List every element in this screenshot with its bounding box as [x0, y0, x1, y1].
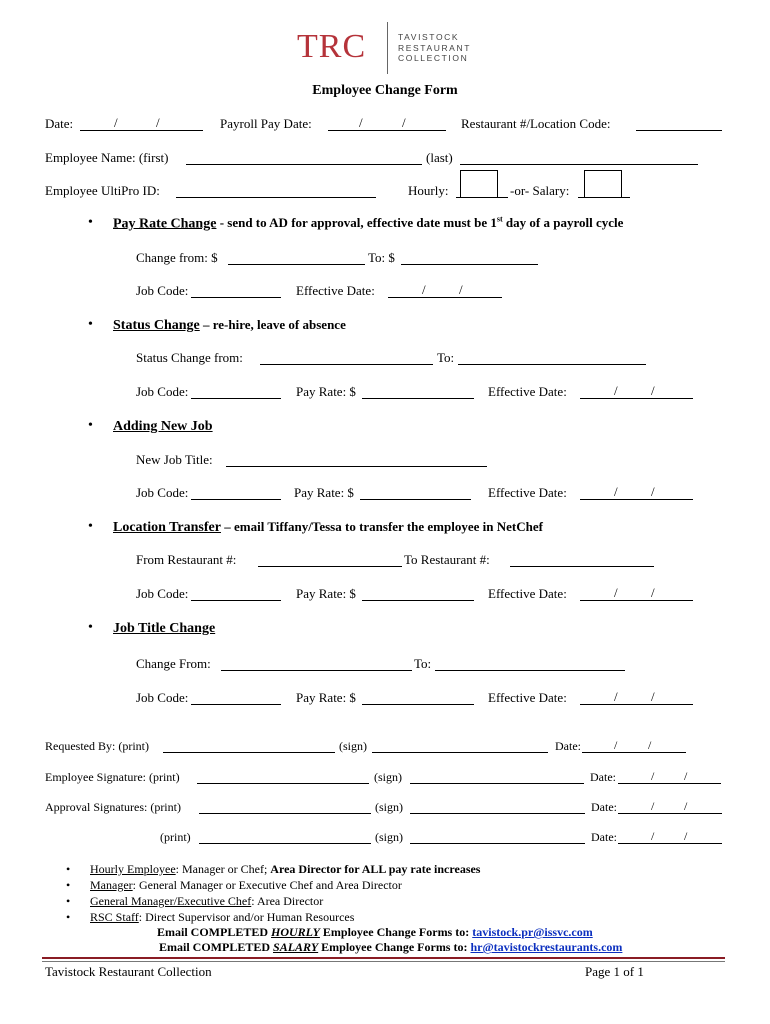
date-slash: /	[651, 484, 655, 499]
date-slash: /	[614, 383, 618, 398]
bullet-role: RSC Staff	[90, 910, 139, 924]
date-slash: /	[651, 829, 655, 843]
email-text: Employee Change Forms to:	[318, 940, 468, 954]
email-salary-link[interactable]: hr@tavistockrestaurants.com	[470, 940, 623, 954]
bullet-icon: •	[66, 878, 71, 892]
transfer-section	[113, 519, 543, 536]
job-code-field[interactable]	[191, 704, 281, 705]
sign-label: (sign)	[339, 739, 367, 753]
new-job-title-field[interactable]	[226, 466, 487, 467]
pay-rate-field[interactable]	[362, 398, 474, 399]
requested-print-field[interactable]	[163, 752, 335, 753]
pay-rate-note-pre: - send to AD for approval, effective date must be 1	[216, 215, 497, 231]
title-change-heading: Job Title Change	[113, 621, 216, 636]
date-slash: /	[402, 115, 406, 130]
approval-bullet-rsc	[90, 910, 354, 925]
pay-rate-label: Pay Rate: $	[296, 690, 356, 705]
date-slash: /	[114, 115, 118, 130]
date-slash: /	[614, 738, 618, 752]
requested-sign-field[interactable]	[372, 752, 548, 753]
pay-rate-heading: Pay Rate Change	[113, 216, 217, 232]
email-text: Email COMPLETED	[157, 925, 272, 939]
effective-date-label: Effective Date:	[488, 384, 567, 399]
from-restaurant-field[interactable]	[258, 566, 402, 567]
from-restaurant-label: From Restaurant #:	[136, 552, 237, 567]
change-from-field[interactable]	[228, 264, 365, 265]
date-slash: /	[651, 769, 655, 783]
pay-rate-label: Pay Rate: $	[296, 384, 356, 399]
bullet-text: : Direct Supervisor and/or Human Resources	[138, 910, 355, 924]
bullet-bold-text: Area Director for ALL pay rate increases	[270, 862, 481, 876]
payroll-date-label: Payroll Pay Date:	[220, 116, 312, 131]
email-emphasis: SALARY	[273, 940, 319, 954]
salary-label: -or- Salary:	[510, 183, 570, 198]
bullet-icon: •	[66, 862, 71, 876]
job-code-label: Job Code:	[136, 384, 189, 399]
last-name-label: (last)	[426, 150, 453, 165]
job-code-label: Job Code:	[136, 283, 189, 298]
sign-label: (sign)	[375, 800, 403, 814]
bullet-role: Manager	[90, 878, 133, 892]
date-slash: /	[459, 282, 463, 297]
pay-rate-field[interactable]	[362, 704, 474, 705]
date-slash: /	[651, 799, 655, 813]
approval2-sign-field[interactable]	[410, 843, 585, 844]
approval-bullet-gm	[90, 894, 323, 909]
approval-print-field[interactable]	[199, 813, 371, 814]
date-slash: /	[684, 799, 688, 813]
title-from-label: Change From:	[136, 656, 211, 671]
to-restaurant-label: To Restaurant #:	[404, 552, 490, 567]
email-text: Employee Change Forms to:	[319, 925, 470, 939]
requested-by-label: Requested By: (print)	[45, 739, 149, 753]
date-label: Date:	[591, 800, 617, 814]
effective-date-field[interactable]	[388, 297, 502, 298]
restaurant-code-field[interactable]	[636, 130, 722, 131]
date-slash: /	[684, 769, 688, 783]
job-code-label: Job Code:	[136, 485, 189, 500]
date-label: Date:	[591, 830, 617, 844]
email-hourly-link[interactable]: tavistock.pr@issvc.com	[472, 925, 593, 939]
logo-text	[398, 32, 471, 64]
bullet-role: General Manager/Executive Chef	[90, 894, 252, 908]
pay-rate-note-post: day of a payroll cycle	[502, 215, 624, 231]
bullet-text: : Area Director	[251, 894, 324, 908]
print-label: (print)	[160, 830, 191, 844]
salary-checkbox[interactable]	[584, 170, 622, 198]
effective-date-field[interactable]	[580, 704, 693, 705]
employee-date-field[interactable]	[618, 783, 721, 784]
effective-date-label: Effective Date:	[488, 485, 567, 500]
transfer-heading: Location Transfer	[113, 520, 221, 535]
job-code-field[interactable]	[191, 398, 281, 399]
effective-date-field[interactable]	[580, 499, 693, 500]
footer-rule-thin	[42, 961, 725, 962]
logo-divider	[387, 22, 388, 74]
sign-label: (sign)	[374, 770, 402, 784]
employee-sign-field[interactable]	[410, 783, 584, 784]
effective-date-label: Effective Date:	[296, 283, 375, 298]
to-restaurant-field[interactable]	[510, 566, 654, 567]
employee-print-field[interactable]	[197, 783, 369, 784]
effective-date-label: Effective Date:	[488, 690, 567, 705]
status-section	[113, 317, 346, 334]
pay-rate-label: Pay Rate: $	[296, 586, 356, 601]
sign-label: (sign)	[375, 830, 403, 844]
change-from-label: Change from: $	[136, 250, 218, 265]
approval2-print-field[interactable]	[199, 843, 371, 844]
date-slash: /	[651, 383, 655, 398]
date-slash: /	[422, 282, 426, 297]
change-to-field[interactable]	[401, 264, 538, 265]
approval-signatures-label: Approval Signatures: (print)	[45, 800, 181, 814]
approval-bullet-hourly	[90, 862, 480, 877]
bullet-text: : General Manager or Executive Chef and Area Director	[132, 878, 402, 892]
pay-rate-note	[216, 215, 623, 230]
email-hourly-line	[157, 925, 593, 940]
date-slash: /	[359, 115, 363, 130]
job-code-field[interactable]	[191, 297, 281, 298]
status-to-field[interactable]	[458, 364, 646, 365]
new-job-title-label: New Job Title:	[136, 452, 213, 467]
payroll-date-field[interactable]	[328, 130, 446, 131]
effective-date-field[interactable]	[580, 600, 693, 601]
hourly-underline	[456, 197, 508, 198]
ultipro-field[interactable]	[176, 197, 376, 198]
logo-mark: TRC	[297, 28, 367, 65]
job-code-field[interactable]	[191, 600, 281, 601]
bullet-icon: •	[66, 894, 71, 908]
new-job-section	[113, 418, 213, 435]
date-slash: /	[614, 689, 618, 704]
logo-line3: COLLECTION	[398, 53, 469, 63]
date-slash: /	[614, 484, 618, 499]
email-text: Email COMPLETED	[159, 940, 274, 954]
date-label: Date:	[45, 116, 74, 131]
title-to-label: To:	[414, 656, 432, 671]
footer-page-number: Page 1 of 1	[585, 964, 644, 979]
status-heading: Status Change	[113, 318, 200, 333]
bullet-icon: •	[88, 215, 93, 230]
effective-date-field[interactable]	[580, 398, 693, 399]
footer-left: Tavistock Restaurant Collection	[45, 964, 212, 979]
date-field[interactable]	[80, 130, 203, 131]
bullet-icon: •	[88, 418, 93, 433]
status-note: – re-hire, leave of absence	[199, 317, 346, 332]
date-label: Date:	[555, 739, 581, 753]
pay-rate-field[interactable]	[362, 600, 474, 601]
first-name-field[interactable]	[186, 164, 422, 165]
date-slash: /	[651, 689, 655, 704]
footer-rule	[42, 957, 725, 959]
requested-date-field[interactable]	[582, 752, 686, 753]
status-from-field[interactable]	[260, 364, 433, 365]
new-job-heading: Adding New Job	[113, 419, 213, 434]
approval-date-field[interactable]	[618, 813, 722, 814]
bullet-icon: •	[66, 910, 71, 924]
job-code-label: Job Code:	[136, 586, 189, 601]
pay-rate-section	[113, 215, 623, 232]
logo-line2: RESTAURANT	[398, 42, 471, 53]
date-slash: /	[684, 829, 688, 843]
date-slash: /	[651, 585, 655, 600]
date-label: Date:	[590, 770, 616, 784]
bullet-icon: •	[88, 317, 93, 332]
bullet-icon: •	[88, 620, 93, 635]
bullet-role: Hourly Employee	[90, 862, 176, 876]
pay-rate-label: Pay Rate: $	[294, 485, 354, 500]
status-from-label: Status Change from:	[136, 350, 243, 365]
restaurant-code-label: Restaurant #/Location Code:	[461, 116, 611, 131]
effective-date-label: Effective Date:	[488, 586, 567, 601]
title-change-section	[113, 620, 215, 637]
job-code-field[interactable]	[191, 499, 281, 500]
bullet-icon: •	[88, 519, 93, 534]
employee-signature-label: Employee Signature: (print)	[45, 770, 180, 784]
first-name-label: Employee Name: (first)	[45, 150, 169, 165]
ultipro-label: Employee UltiPro ID:	[45, 183, 160, 198]
bullet-text: : Manager or Chef;	[175, 862, 271, 876]
transfer-note: – email Tiffany/Tessa to transfer the employee in NetChef	[220, 519, 543, 534]
page-title: Employee Change Form	[312, 83, 458, 98]
date-slash: /	[614, 585, 618, 600]
job-code-label: Job Code:	[136, 690, 189, 705]
last-name-field[interactable]	[460, 164, 698, 165]
approval2-date-field[interactable]	[618, 843, 722, 844]
change-to-label: To: $	[368, 250, 395, 265]
date-slash: /	[648, 738, 652, 752]
date-slash: /	[156, 115, 160, 130]
approval-bullet-manager	[90, 878, 402, 893]
pay-rate-note-sup: st	[496, 215, 503, 224]
pay-rate-field[interactable]	[360, 499, 471, 500]
email-emphasis: HOURLY	[271, 925, 320, 939]
salary-underline	[578, 197, 630, 198]
title-to-field[interactable]	[435, 670, 625, 671]
title-from-field[interactable]	[221, 670, 412, 671]
email-salary-line	[159, 940, 622, 955]
hourly-label: Hourly:	[408, 183, 449, 198]
logo-line1: TAVISTOCK	[398, 32, 460, 42]
status-to-label: To:	[437, 350, 455, 365]
approval-sign-field[interactable]	[410, 813, 585, 814]
hourly-checkbox[interactable]	[460, 170, 498, 198]
